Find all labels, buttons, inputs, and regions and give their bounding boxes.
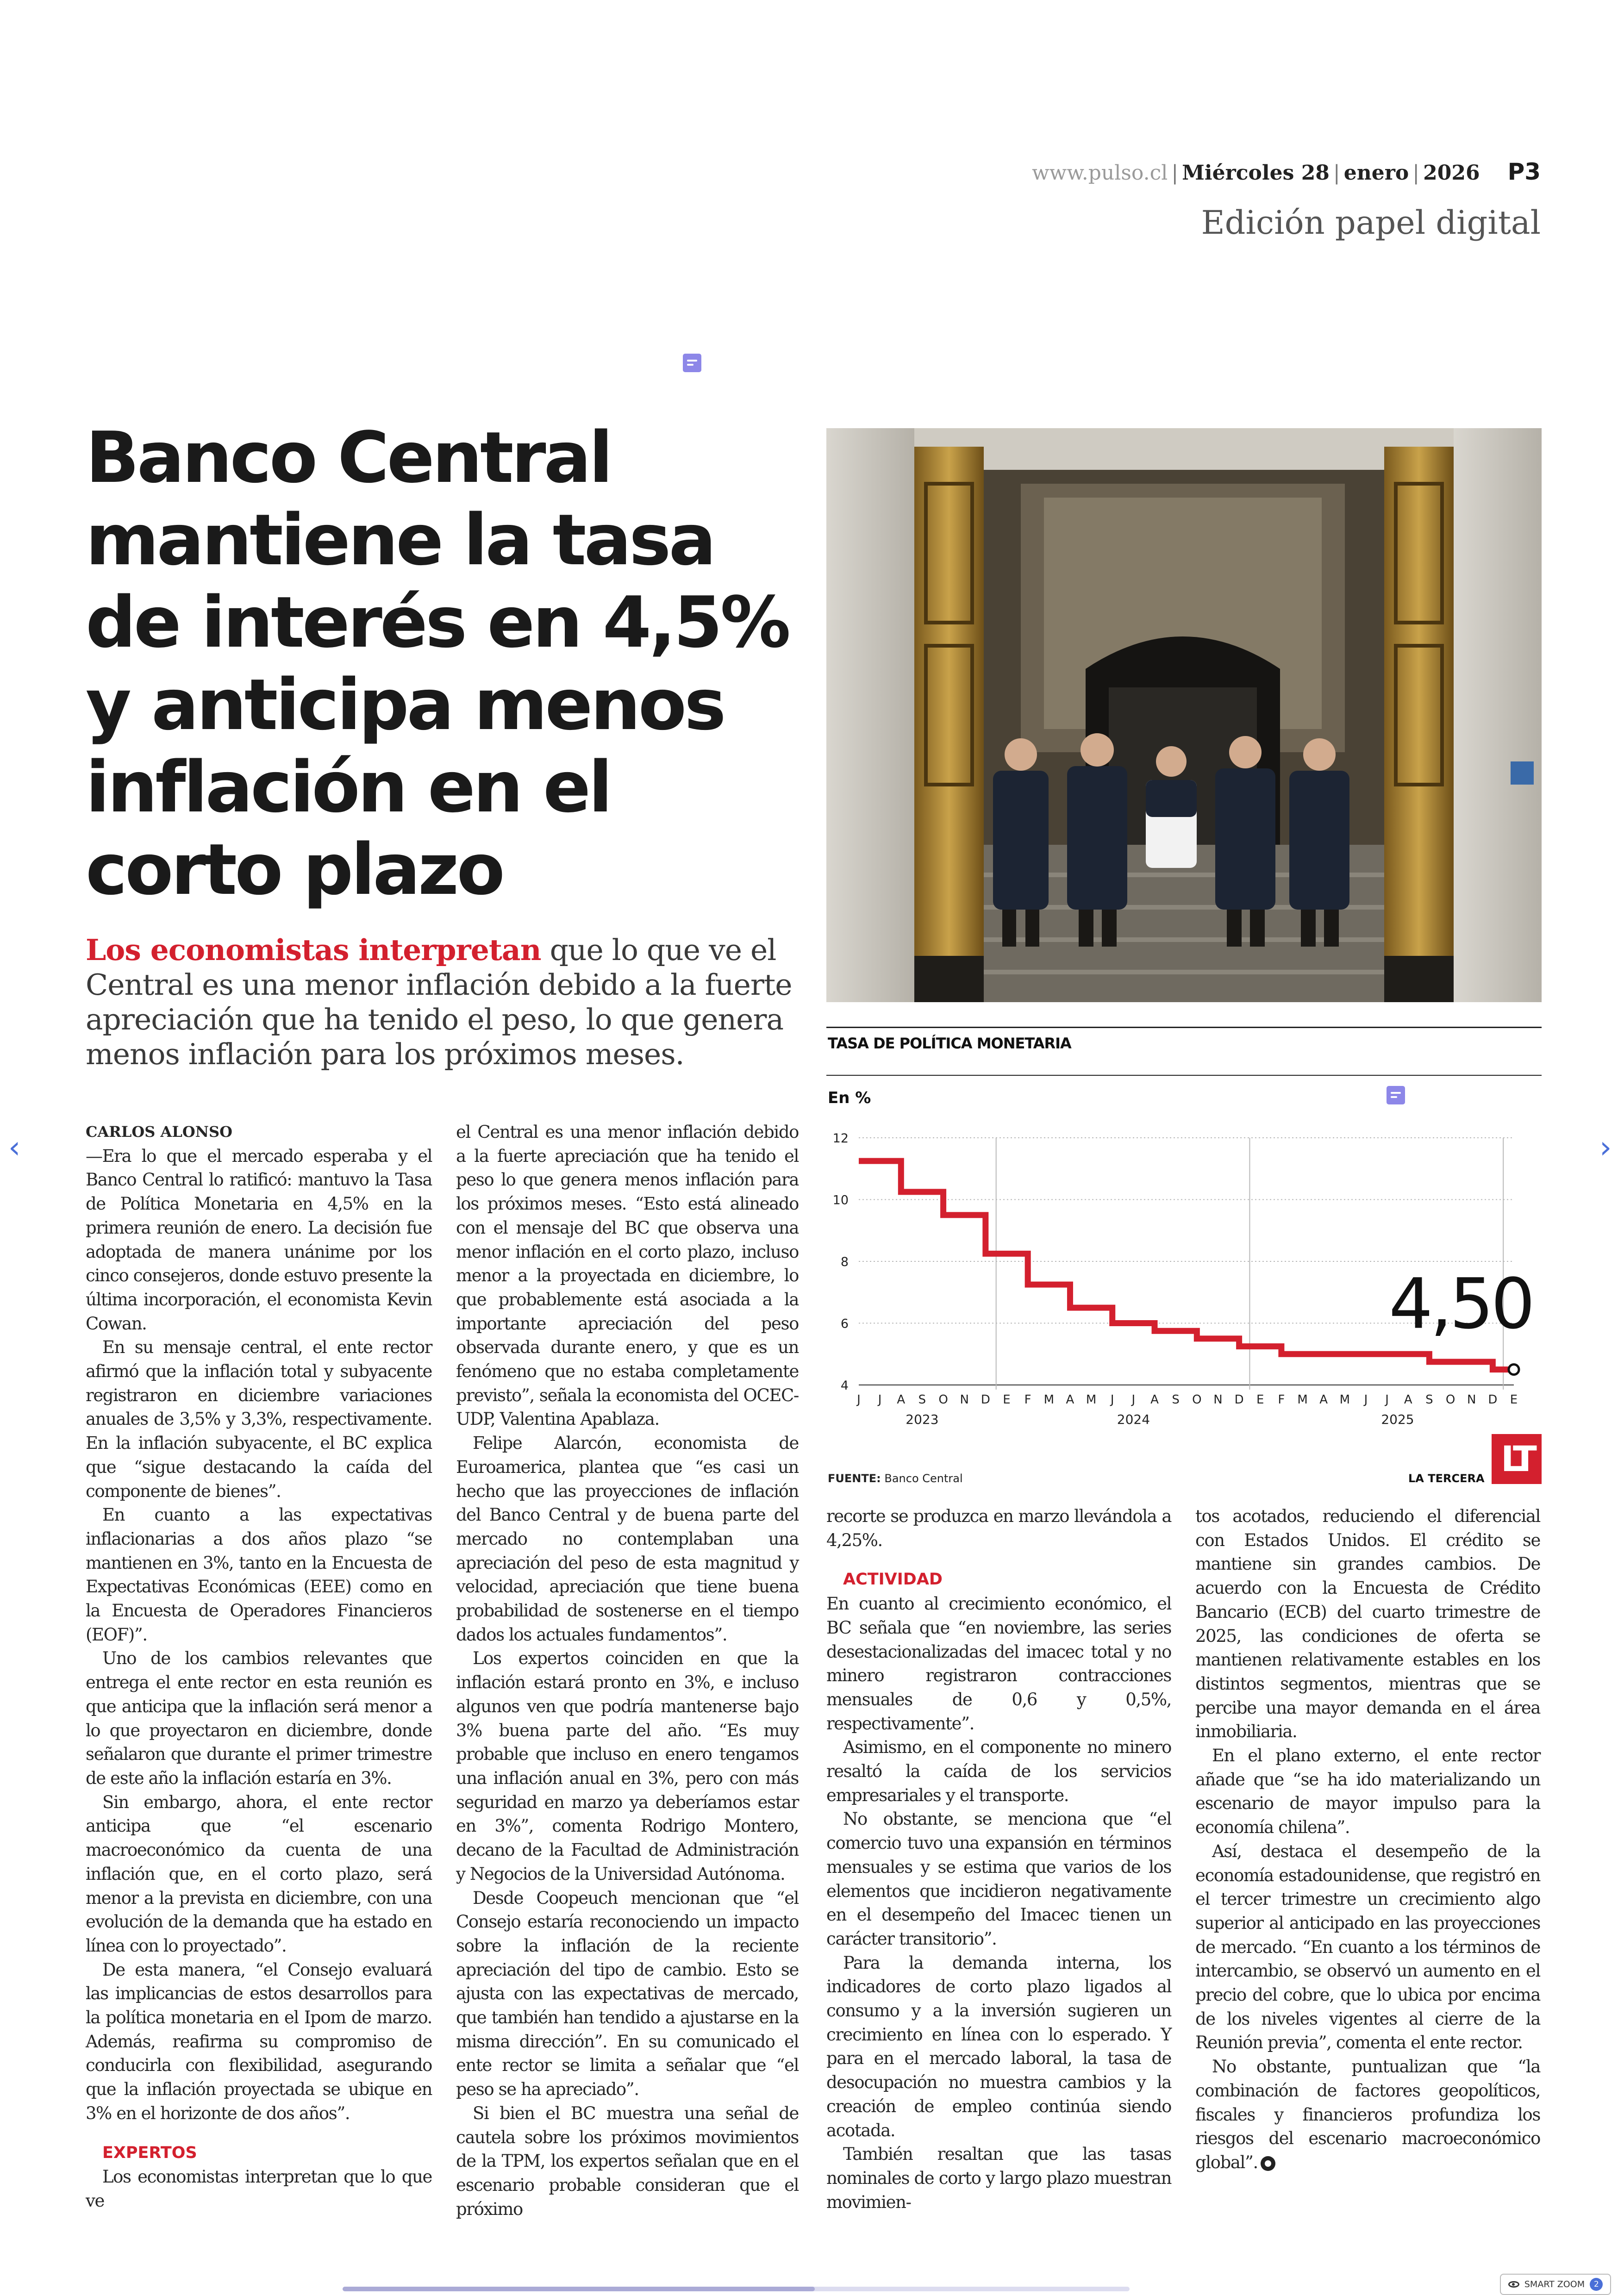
chart-source-label: FUENTE: (828, 1472, 881, 1485)
year-label: 2025 (1381, 1412, 1414, 1427)
x-tick-label: O (1445, 1393, 1455, 1407)
y-tick-label: 12 (832, 1131, 849, 1146)
x-tick-label: O (1192, 1393, 1202, 1407)
chart-title: TASA DE POLÍTICA MONETARIA (828, 1035, 1071, 1052)
paragraph: recorte se produzca en marzo llevándola a 4,25%. (826, 1506, 1171, 1550)
x-tick-label: A (1150, 1393, 1159, 1407)
paragraph: Sin embargo, ahora, el ente rector anticipa que “el escenario macroeconómico da cuenta de una inflación que, en el corto plazo, será menor a la prevista en diciembre, con una evolución de la demanda que ha estado en línea con lo proyectado”. (86, 1792, 432, 1956)
y-tick-label: 4 (840, 1378, 849, 1393)
last-value-label: 4,50 (1389, 1264, 1532, 1345)
comment-icon[interactable] (683, 354, 701, 372)
headline-line: y anticipa menos (86, 664, 724, 746)
site-url[interactable]: www.pulso.cl (1032, 161, 1168, 185)
x-tick-label: A (1404, 1393, 1412, 1407)
year-label: 2024 (1117, 1412, 1150, 1427)
x-tick-label: O (938, 1393, 948, 1407)
chart-top-rule (826, 1027, 1542, 1028)
paragraph: Desde Coopeuch mencionan que “el Consejo estaría reconociendo un impacto sobre la inflación de la reciente apreciación del tipo de cambio. Esto se ajusta con las expectativas de mercado, que también han tendido a ajustarse en la misma dirección”. En su comunicado el ente rector se limita a señalar que “el peso se ha apreciado”. (456, 1888, 799, 2100)
smart-zoom-button[interactable] (1500, 2274, 1611, 2295)
tpm-chart (824, 1120, 1546, 1444)
x-tick-label: A (1319, 1393, 1328, 1407)
subhead-actividad: ACTIVIDAD (843, 1570, 943, 1589)
page-header: www.pulso.cl | Miércoles 28 | enero | 2026 P3 (1032, 158, 1541, 185)
x-tick-label: E (1510, 1393, 1518, 1407)
paragraph: Felipe Alarcón, economista de Euroamerica, plantea que “es casi un hecho que las proyecciones de inflación del Banco Central y de buena parte del mercado no contemplaban una apreciación del peso de esta magnitud y velocidad, apreciación que tiene buena probabilidad de sostenerse en el tiempo dados los actuales fundamentos”. (456, 1433, 799, 1645)
page-number: P3 (1507, 158, 1541, 185)
paragraph-text: No obstante, puntualizan que “la combinación de factores geopolíticos, fiscales y financieros profundiza los riesgos del escenario macroeconómico global”. (1195, 2057, 1540, 2172)
eye-icon (1508, 2281, 1519, 2288)
x-tick-label: F (1278, 1393, 1285, 1407)
scrollbar-thumb[interactable] (343, 2287, 815, 2291)
x-tick-label: N (1213, 1393, 1223, 1407)
next-page-arrow[interactable]: › (1599, 1129, 1612, 1165)
x-tick-label: J (1110, 1393, 1114, 1407)
x-tick-label: S (1425, 1393, 1433, 1407)
x-tick-label: E (1256, 1393, 1264, 1407)
x-tick-label: D (981, 1393, 990, 1407)
x-tick-label: J (1364, 1393, 1368, 1407)
paragraph: Si bien el BC muestra una señal de cautela sobre los próximos movimientos de la TPM, los expertos señalan que en el escenario probable consideran que el próximo (456, 2103, 799, 2219)
paragraph: No obstante, se menciona que “el comercio tuvo una expansión en términos mensuales y se estima que varios de los elementos que incidieron negativamente en el desempeño del Imacec tienen un carácter transitorio”. (826, 1809, 1171, 1949)
y-tick-label: 10 (832, 1193, 849, 1208)
issue-year: 2026 (1423, 161, 1480, 185)
deck-lead: Los economistas interpretan (86, 933, 541, 967)
x-tick-label: S (1172, 1393, 1180, 1407)
paragraph: el Central es una menor inflación debido a la fuerte apreciación que ha tenido el peso lo que genera menos inflación para los próximos meses. “Esto está alineado con el mensaje del BC que observa una menor inflación en el corto plazo, incluso menor a la proyectada en diciembre, lo que probablemente está asociada a la importante apreciación del peso observada durante enero, y que es un fenómeno que no estaba completamente previsto”, señala la economista del OCEC-UDP, Valentina Apablaza. (456, 1122, 799, 1429)
issue-month: enero (1343, 161, 1409, 185)
x-tick-label: N (960, 1393, 969, 1407)
issue-day: Miércoles 28 (1182, 161, 1330, 185)
paragraph: En cuanto al crecimiento económico, el BC señala que “en noviembre, las series desestacionalizadas del imacec total y no minero registraron contracciones mensuales de 0,6 y 0,5%, respectivamente”. (826, 1594, 1171, 1734)
x-tick-label: M (1086, 1393, 1097, 1407)
comment-icon[interactable] (1387, 1086, 1405, 1104)
subhead-expertos: EXPERTOS (102, 2143, 197, 2162)
paragraph: De esta manera, “el Consejo evaluará las implicancias de estos desarrollos para la política monetaria en el Ipom de marzo. Además, reafirma su compromiso de conducirla con flexibilidad, asegurando que la inflación proyectada se ubique en 3% en el horizonte de dos años”. (86, 1959, 432, 2123)
x-tick-label: M (1297, 1393, 1308, 1407)
year-label: 2023 (906, 1412, 939, 1427)
byline: CARLOS ALONSO (86, 1123, 232, 1141)
paragraph: Para la demanda interna, los indicadores de corto plazo ligados al consumo y a la inversión sugieren un crecimiento en línea con lo esperado. Y para en el mercado laboral, la tasa de desocupación no muestra cambios y la creación de empleo continúa siendo acotada. (826, 1952, 1171, 2140)
article-column-2 (456, 1120, 799, 2221)
end-of-article-icon (1261, 2156, 1275, 2171)
deck-text: que lo que ve el Central es una menor inflación debido a la fuerte apreciación que ha tenido el peso, lo que genera menos inflación para los próximos meses. (86, 933, 792, 1071)
y-tick-label: 6 (840, 1316, 849, 1331)
x-tick-label: M (1339, 1393, 1350, 1407)
x-tick-label: J (878, 1393, 882, 1407)
chart-ylabel: En % (828, 1089, 871, 1107)
x-tick-label: J (1131, 1393, 1136, 1407)
council-photo (826, 428, 1542, 1002)
x-tick-label: E (1003, 1393, 1011, 1407)
y-tick-label: 8 (840, 1255, 849, 1269)
paragraph: En cuanto a las expectativas inflacionarias a dos años plazo “se mantienen en 3%, tanto en la Encuesta de Expectativas Económicas (EEE) como en la Encuesta de Operadores Financieros (EOF)”. (86, 1505, 432, 1645)
article-column-3 (826, 1504, 1171, 2214)
chart-brand: LA TERCERA (1408, 1472, 1485, 1485)
x-tick-label: S (918, 1393, 926, 1407)
x-tick-label: D (1488, 1393, 1498, 1407)
headline-line: de interés en 4,5% (86, 581, 789, 663)
headline-line: Banco Central (86, 417, 611, 499)
photo-illustration (826, 428, 1542, 1002)
paragraph: Los economistas interpretan que lo que ve (86, 2167, 432, 2211)
la-tercera-logo: LT (1492, 1434, 1542, 1484)
headline (86, 417, 808, 911)
paragraph: En el plano externo, el ente rector añade que “se ha ido materializando un escenario de mayor impulso para la economía chilena”. (1195, 1746, 1540, 1838)
page-scrollbar[interactable] (343, 2287, 1130, 2291)
paragraph: También resaltan que las tasas nominales de corto y largo plazo muestran movimien- (826, 2144, 1171, 2212)
paragraph: Asimismo, en el componente no minero resaltó la caída de los servicios empresariales y el transporte. (826, 1737, 1171, 1805)
article-column-1 (86, 1120, 432, 2213)
headline-line: inflación en el (86, 746, 611, 828)
chart-title-rule (826, 1075, 1542, 1076)
x-tick-label: J (1385, 1393, 1389, 1407)
smart-zoom-count: 2 (1590, 2278, 1603, 2291)
last-value-marker (1509, 1365, 1519, 1375)
chart-source-name: Banco Central (884, 1472, 963, 1485)
paragraph (1195, 2055, 1540, 2175)
x-tick-label: A (897, 1393, 906, 1407)
previous-page-arrow[interactable]: ‹ (8, 1129, 21, 1165)
paragraph: tos acotados, reduciendo el diferencial con Estados Unidos. El crédito se mantiene sin grandes cambios. De acuerdo con la Encuesta de Crédito Bancario (ECB) del cuarto trimestre de 2025, las condiciones de oferta se mantienen relativamente estables en los distintos segmentos, mientras que se percibe una mayor demanda en el área inmobiliaria. (1195, 1506, 1540, 1742)
paragraph: Los expertos coinciden en que la inflación estará pronto en 3%, e incluso algunos ven que podría mantenerse bajo 3% buena parte del año. “Es muy probable que incluso en enero tengamos una inflación anual en 3%, pero con más seguridad en marzo ya deberíamos estar en 3%”, comenta Rodrigo Montero, decano de la Facultad de Administración y Negocios de la Universidad Autónoma. (456, 1648, 799, 1884)
deck (86, 933, 812, 1072)
paragraph: En su mensaje central, el ente rector afirmó que la inflación total y subyacente registraron en diciembre variaciones anuales de 3,5% y 3,3%, respectivamente. En la inflación subyacente, el BC explica que “sigue destacando la caída del componente de bienes”. (86, 1337, 432, 1501)
x-tick-label: N (1467, 1393, 1476, 1407)
paragraph: —Era lo que el mercado esperaba y el Banco Central lo ratificó: mantuvo la Tasa de Política Monetaria en 4,5% en la primera reunión de enero. La decisión fue adoptada de manera unánime por los cinco consejeros, donde estuvo presente la última incorporación, el economista Kevin Cowan. (86, 1146, 432, 1334)
edition-label: Edición papel digital (1201, 204, 1541, 242)
article-column-4 (1195, 1504, 1540, 2175)
smart-zoom-label: SMART ZOOM (1524, 2279, 1585, 2289)
x-tick-label: D (1234, 1393, 1244, 1407)
x-tick-label: A (1066, 1393, 1074, 1407)
paragraph: Uno de los cambios relevantes que entrega el ente rector en esta reunión es que anticipa que la inflación será menor a lo que proyectaron en diciembre, donde señalaron que durante el primer trimestre de este año la inflación estaría en 3%. (86, 1648, 432, 1788)
headline-line: corto plazo (86, 829, 503, 911)
x-tick-label: F (1024, 1393, 1031, 1407)
x-tick-label: M (1043, 1393, 1055, 1407)
paragraph: Así, destaca el desempeño de la economía estadounidense, que registró en el tercer trimestre un crecimiento algo superior al anticipado en las proyecciones de mercado. “En cuanto a los términos de intercambio, se observó un aumento en el precio del cobre, que lo ubica por encima de los niveles vigentes al cierre de la Reunión previa”, comenta el ente rector. (1195, 1841, 1540, 2053)
headline-line: mantiene la tasa (86, 499, 714, 581)
chart-source (828, 1472, 963, 1485)
x-tick-label: J (857, 1393, 861, 1407)
